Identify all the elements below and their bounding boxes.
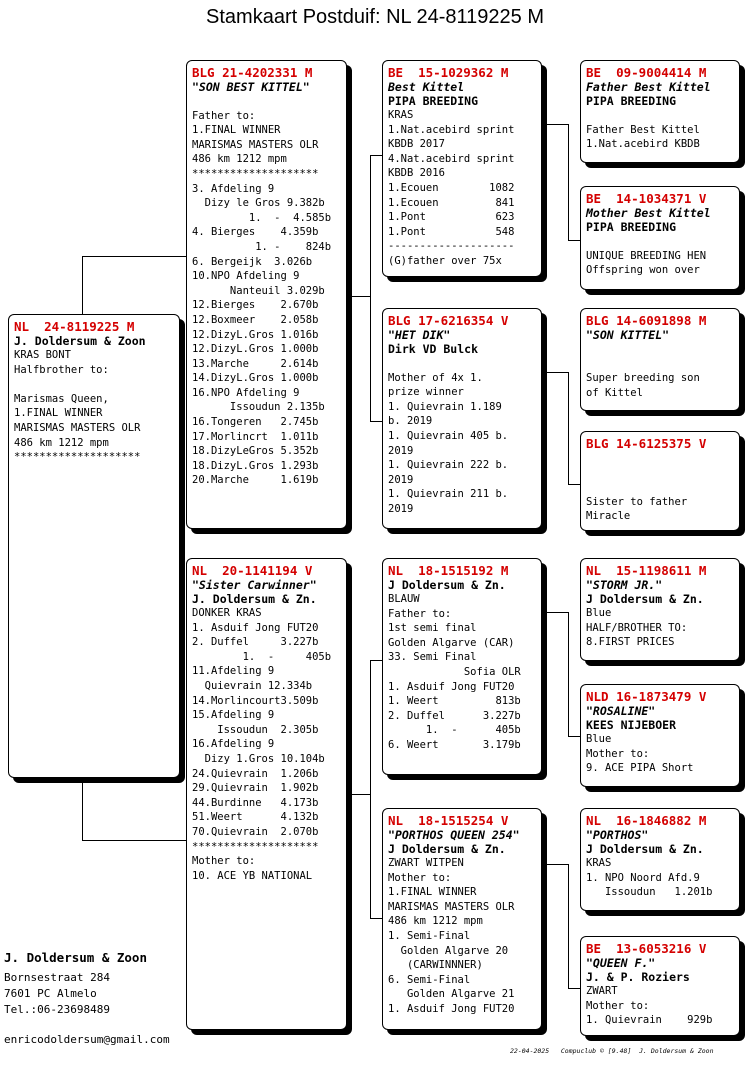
owner-name: Dirk VD Bulck xyxy=(388,342,479,356)
connector-line xyxy=(352,296,370,297)
owner-name: J Doldersum & Zn. xyxy=(586,842,704,856)
ring-number: BE 13-6053216 V xyxy=(586,941,707,956)
connector-line xyxy=(546,864,568,865)
card-details: ZWART WITPEN Mother to: 1.FINAL WINNER MARISMAS MASTERS OLR 486 km 1212 mpm 1. Semi-Final Golden Algarve 20 (CARWINNNER) 6. Semi-Final Golden Algarve 21 1. Asduif Jong FUT20 xyxy=(388,857,515,1015)
pigeon-name: "QUEEN F." xyxy=(586,956,656,970)
connector-line xyxy=(352,794,370,795)
pigeon-name: "PORTHOS QUEEN 254" xyxy=(388,828,520,842)
breeder-phone: Tel.:06-23698489 xyxy=(4,1003,110,1016)
breeder-info xyxy=(4,950,170,1048)
connector-line xyxy=(568,124,569,240)
pigeon-card-sds xyxy=(580,308,740,411)
pigeon-card-dds xyxy=(580,808,740,911)
pigeon-name: "SON BEST KITTEL" xyxy=(192,80,310,94)
card-details: Sister to father Miracle xyxy=(586,495,688,523)
ring-number: NL 20-1141194 V xyxy=(192,563,313,578)
card-details: UNIQUE BREEDING HEN Offspring won over xyxy=(586,249,707,277)
connector-line xyxy=(568,736,580,737)
ring-number: NL 18-1515254 V xyxy=(388,813,509,828)
connector-line xyxy=(546,372,568,373)
ring-number: BE 14-1034371 V xyxy=(586,191,707,206)
pigeon-card-sire xyxy=(186,60,347,529)
ring-number: BE 09-9004414 M xyxy=(586,65,707,80)
card-details: DONKER KRAS 1. Asduif Jong FUT20 2. Duffel 3.227b 1. - 405b 11.Afdeling 9 Quievrain 12.334b 14.Morlincourt3.509b 15.Afdeling 9 Issoudun 2.305b 16.Afdeling 9 Dizy 1.Gros 10.104b 24.Quievrain 1.206b 29.Quievrain 1.902b 44.Burdinne 4.173b 51.Weert 4.132b 70.Quievrain 2.070b ******************** Mother to: 10. ACE YB NATIONAL xyxy=(192,607,332,882)
breeder-street: Bornsestraat 284 xyxy=(4,971,110,984)
pigeon-card-main xyxy=(8,314,180,778)
card-details: Super breeding son of Kittel xyxy=(586,372,700,399)
connector-line xyxy=(568,484,580,485)
breeder-name: J. Doldersum & Zoon xyxy=(4,950,147,965)
pigeon-name: Mother Best Kittel xyxy=(586,206,711,220)
pigeon-card-sire-sire xyxy=(382,60,542,277)
pigeon-card-dam-dam xyxy=(382,808,542,1030)
connector-line xyxy=(370,421,382,422)
connector-line xyxy=(370,660,382,661)
connector-line xyxy=(82,840,186,841)
owner-name: J. Doldersum & Zoon xyxy=(14,334,146,348)
pigeon-name: "ROSALINE" xyxy=(586,704,656,718)
breeder-city: 7601 PC Almelo xyxy=(4,987,97,1000)
owner-name: PIPA BREEDING xyxy=(388,94,479,108)
connector-line xyxy=(370,660,371,918)
ring-number: BLG 21-4202331 M xyxy=(192,65,313,80)
pigeon-card-sire-dam xyxy=(382,308,542,529)
pigeon-name: "SON KITTEL" xyxy=(586,328,670,342)
pigeon-card-dss xyxy=(580,558,740,661)
owner-name: KEES NIJEBOER xyxy=(586,718,677,732)
pigeon-card-dam xyxy=(186,558,347,1030)
ring-number: NL 15-1198611 M xyxy=(586,563,707,578)
owner-name: J Doldersum & Zn. xyxy=(388,842,506,856)
connector-line xyxy=(82,256,186,257)
owner-name: PIPA BREEDING xyxy=(586,94,677,108)
connector-line xyxy=(370,918,382,919)
connector-line xyxy=(82,256,83,314)
ring-number: NL 18-1515192 M xyxy=(388,563,509,578)
connector-line xyxy=(370,155,382,156)
pigeon-name: "STORM JR." xyxy=(586,578,663,592)
card-details: Mother of 4x 1. prize winner 1. Quievrain 1.189 b. 2019 1. Quievrain 405 b. 2019 1. Quievrain 222 b. 2019 1. Quievrain 211 b. 2019 xyxy=(388,371,509,515)
page-title: Stamkaart Postduif: NL 24-8119225 M xyxy=(206,6,544,28)
owner-name: J Doldersum & Zn. xyxy=(388,578,506,592)
ring-number: BLG 14-6125375 V xyxy=(586,436,707,451)
card-details: KRAS 1. NPO Noord Afd.9 Issoudun 1.201b xyxy=(586,857,713,899)
connector-line xyxy=(568,864,569,988)
connector-line xyxy=(568,612,569,736)
connector-line xyxy=(568,988,580,989)
owner-name: PIPA BREEDING xyxy=(586,220,677,234)
connector-line xyxy=(568,372,569,484)
card-details: Blue HALF/BROTHER TO: 8.FIRST PRICES xyxy=(586,607,688,649)
pigeon-card-sdd xyxy=(580,431,740,531)
card-details: BLAUW Father to: 1st semi final Golden Algarve (CAR) 33. Semi Final Sofia OLR 1. Asduif Jong FUT20 1. Weert 813b 2. Duffel 3.227b 1. - 405b 6. Weert 3.179b xyxy=(388,593,521,751)
card-details: KRAS BONT Halfbrother to: Marismas Queen, 1.FINAL WINNER MARISMAS MASTERS OLR 486 km 1212 mpm ******************** xyxy=(14,349,141,464)
pigeon-card-dsd xyxy=(580,684,740,787)
card-details: Father to: 1.FINAL WINNER MARISMAS MASTERS OLR 486 km 1212 mpm ******************** 3. Afdeling 9 Dizy le Gros 9.382b 1. - 4.585b 4. Bierges 4.359b 1. - 824b 6. Bergeijk 3.026b 10.NPO Afdeling 9 Nanteuil 3.029b 12.Bierges 2.670b 12.Boxmeer 2.058b 12.DizyL.Gros 1.016b 12.DizyL.Gros 1.000b 13.Marche 2.614b 14.DizyL.Gros 1.000b 16.NPO Afdeling 9 Issoudun 2.135b 16.Tongeren 2.745b 17.Morlincrt 1.011b 18.DizyLeGros 5.352b 18.DizyL.Gros 1.293b 20.Marche 1.619b xyxy=(192,109,332,487)
owner-name: J Doldersum & Zn. xyxy=(586,592,704,606)
pigeon-name: Best Kittel xyxy=(388,80,465,94)
pigeon-card-ddd xyxy=(580,936,740,1036)
pigeon-name: "HET DIK" xyxy=(388,328,451,342)
ring-number: BE 15-1029362 M xyxy=(388,65,509,80)
card-details: Blue Mother to: 9. ACE PIPA Short xyxy=(586,733,694,775)
ring-number: NL 24-8119225 M xyxy=(14,319,135,334)
pigeon-name: Father Best Kittel xyxy=(586,80,711,94)
connector-line xyxy=(82,778,83,840)
connector-line xyxy=(546,124,568,125)
card-details: Father Best Kittel 1.Nat.acebird KBDB xyxy=(586,123,700,151)
connector-line xyxy=(568,240,580,241)
ring-number: BLG 14-6091898 M xyxy=(586,313,707,328)
pigeon-name: "PORTHOS" xyxy=(586,828,649,842)
card-details: ZWART Mother to: 1. Quievrain 929b xyxy=(586,985,713,1027)
ring-number: BLG 17-6216354 V xyxy=(388,313,509,328)
connector-line xyxy=(546,612,568,613)
owner-name: J. & P. Roziers xyxy=(586,970,690,984)
card-details: KRAS 1.Nat.acebird sprint KBDB 2017 4.Nat.acebird sprint KBDB 2016 1.Ecouen 1082 1.Ecouen 841 1.Pont 623 1.Pont 548 -------------------- (G)father over 75x xyxy=(388,109,515,267)
connector-line xyxy=(370,155,371,421)
breeder-email: enricodoldersum@gmail.com xyxy=(4,1033,170,1046)
pigeon-card-ssd xyxy=(580,186,740,290)
footer-credit: 22-04-2025 Compuclub © [9.48] J. Doldersum & Zoon xyxy=(510,1047,714,1055)
owner-name: J. Doldersum & Zn. xyxy=(192,592,317,606)
pigeon-card-dam-sire xyxy=(382,558,542,775)
ring-number: NLD 16-1873479 V xyxy=(586,689,707,704)
pigeon-name: "Sister Carwinner" xyxy=(192,578,317,592)
pigeon-card-sss xyxy=(580,60,740,163)
ring-number: NL 16-1846882 M xyxy=(586,813,707,828)
